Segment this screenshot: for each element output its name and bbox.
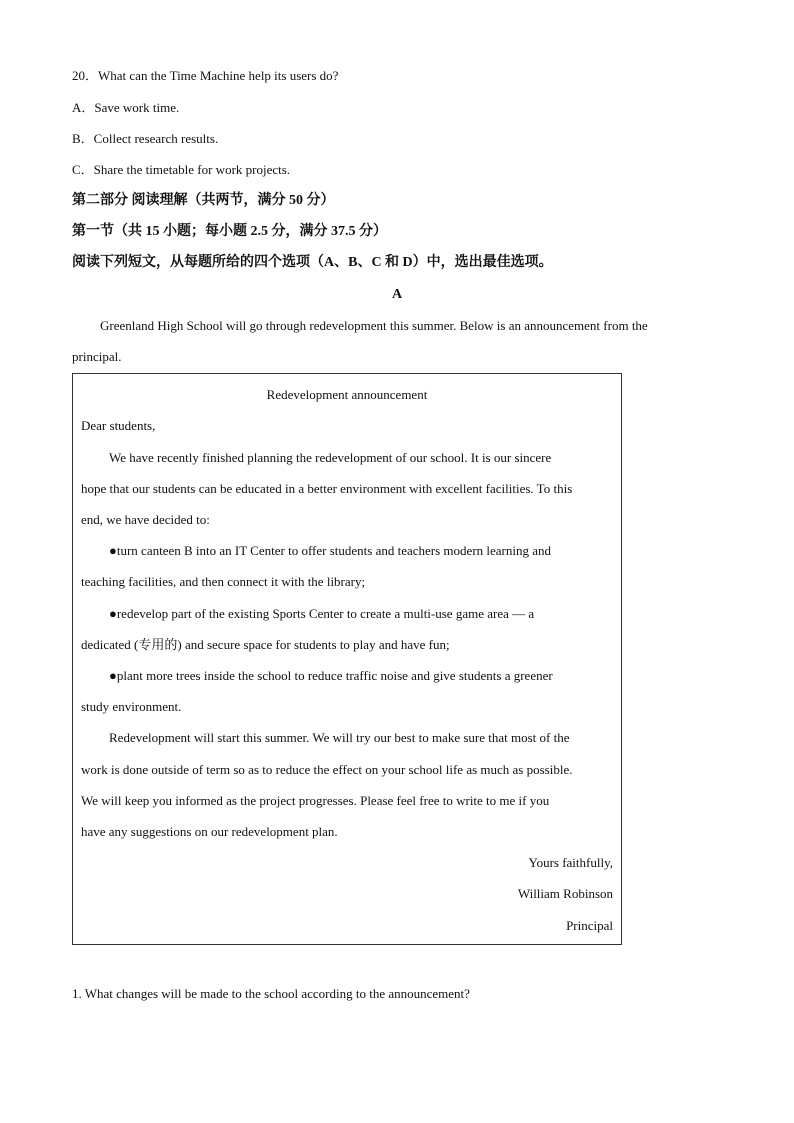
intro-line-1: Greenland High School will go through redevelopment this summer. Below is an announcement from the — [100, 318, 648, 333]
option-a: A．Save work time. — [72, 100, 180, 115]
paragraph-2-line-2: work is done outside of term so as to reduce the effect on your school life as much as possible. — [81, 762, 573, 777]
bullet-2-line-2: dedicated (专用的) and secure space for students to play and have fun; — [81, 637, 450, 652]
bullet-3-line-2: study environment. — [81, 699, 182, 714]
paragraph-2-line-3: We will keep you informed as the project progresses. Please feel free to write to me if you — [81, 793, 550, 808]
announcement-box — [72, 373, 622, 945]
closing: Yours faithfully, — [528, 855, 613, 870]
paragraph-2-line-1: Redevelopment will start this summer. We will try our best to make sure that most of the — [109, 730, 570, 745]
bullet-2-line-1: ●redevelop part of the existing Sports Center to create a multi-use game area — a — [109, 606, 535, 621]
paragraph-1-line-1: We have recently finished planning the redevelopment of our school. It is our sincere — [109, 450, 552, 465]
bullet-1-line-2: teaching facilities, and then connect it with the library; — [81, 574, 366, 589]
bullet-3-line-1: ●plant more trees inside the school to reduce traffic noise and give students a greener — [109, 668, 553, 683]
paragraph-1-line-3: end, we have decided to: — [81, 512, 210, 527]
instruction: 阅读下列短文，从每题所给的四个选项（A、B、C 和 D）中，选出最佳选项。 — [72, 255, 553, 270]
question-20-text: 20．What can the Time Machine help its users do? — [72, 68, 339, 83]
signature-name: William Robinson — [517, 886, 613, 901]
passage-label: A — [391, 287, 403, 302]
signature-role: Principal — [566, 918, 613, 933]
paragraph-1-line-2: hope that our students can be educated in a better environment with excellent facilities. To this — [81, 481, 573, 496]
option-b: B．Collect research results. — [72, 131, 219, 146]
sub-title: 第一节（共 15 小题；每小题 2.5 分，满分 37.5 分） — [72, 224, 387, 239]
question-1-text: 1. What changes will be made to the school according to the announcement? — [72, 986, 470, 1001]
bullet-1-line-1: ●turn canteen B into an IT Center to offer students and teachers modern learning and — [109, 543, 552, 558]
intro-line-2: principal. — [72, 349, 122, 364]
part-title: 第二部分 阅读理解（共两节，满分 50 分） — [72, 193, 335, 208]
greeting: Dear students, — [81, 418, 156, 433]
option-c: C．Share the timetable for work projects. — [72, 162, 291, 177]
paragraph-2-line-4: have any suggestions on our redevelopment plan. — [81, 824, 338, 839]
announcement-title: Redevelopment announcement — [266, 387, 428, 402]
